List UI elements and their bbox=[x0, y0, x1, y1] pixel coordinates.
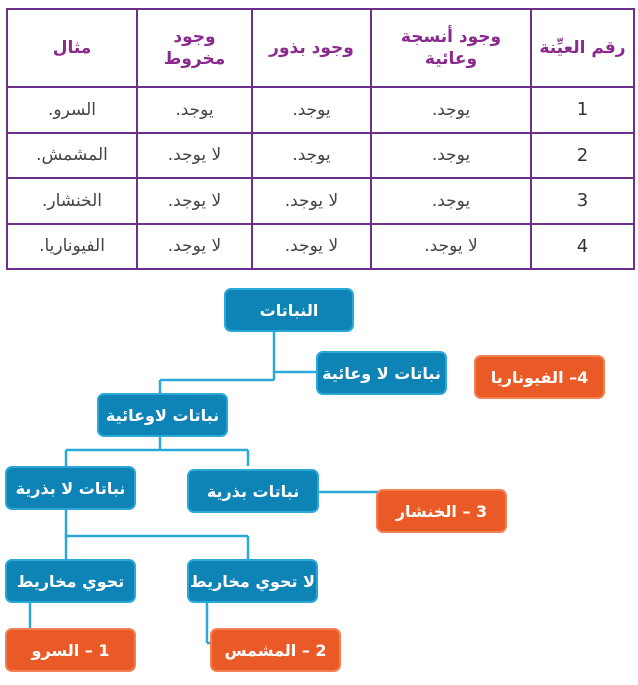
node-example-3: 3 – الخنشار bbox=[376, 489, 507, 533]
table-cell: لا يوجد. bbox=[252, 178, 371, 224]
table-cell: يوجد. bbox=[252, 87, 371, 133]
header-seeds: وجود بذور bbox=[252, 9, 371, 87]
node-no-cones: لا تحوي مخاريط bbox=[187, 559, 318, 603]
table-cell: المشمش. bbox=[7, 133, 137, 179]
table-cell: لا يوجد. bbox=[137, 133, 252, 179]
header-cones: وجود مخروط bbox=[137, 9, 252, 87]
table-cell: يوجد. bbox=[371, 87, 531, 133]
table-cell: لا يوجد. bbox=[252, 224, 371, 270]
table-cell: السرو. bbox=[7, 87, 137, 133]
table-cell: لا يوجد. bbox=[137, 178, 252, 224]
table-cell: 4 bbox=[531, 224, 634, 270]
table-cell: الفيوناريا. bbox=[7, 224, 137, 270]
node-vascular-plants: نباتات لاوعائية bbox=[97, 393, 228, 437]
node-nonvascular-plants: نباتات لا وعائية bbox=[316, 351, 447, 395]
table-row bbox=[7, 224, 634, 270]
table-cell: 3 bbox=[531, 178, 634, 224]
table-header-row bbox=[7, 9, 634, 87]
table-row bbox=[7, 133, 634, 179]
header-vascular-tissue: وجود أنسجة وعائية bbox=[371, 9, 531, 87]
table-cell: الخنشار. bbox=[7, 178, 137, 224]
node-nonseed-plants: نباتات لا بذرية bbox=[5, 466, 136, 510]
table-cell: 2 bbox=[531, 133, 634, 179]
table-row bbox=[7, 178, 634, 224]
table-cell: يوجد. bbox=[371, 178, 531, 224]
table-cell: يوجد. bbox=[137, 87, 252, 133]
table-cell: يوجد. bbox=[252, 133, 371, 179]
node-example-1: 1 – السرو bbox=[5, 628, 136, 672]
table-cell: لا يوجد. bbox=[371, 224, 531, 270]
table-cell: يوجد. bbox=[371, 133, 531, 179]
header-example: مثال bbox=[7, 9, 137, 87]
table-cell: 1 bbox=[531, 87, 634, 133]
node-seed-plants: نباتات بذرية bbox=[187, 469, 319, 513]
node-example-2: 2 – المشمس bbox=[210, 628, 341, 672]
classification-table bbox=[6, 8, 635, 270]
table-row bbox=[7, 87, 634, 133]
node-has-cones: تحوي مخاريط bbox=[5, 559, 136, 603]
node-example-4: 4– الفيوناريا bbox=[474, 355, 605, 399]
node-plants: النباتات bbox=[224, 288, 354, 332]
table-cell: لا يوجد. bbox=[137, 224, 252, 270]
header-sample-number: رقم العيِّنة bbox=[531, 9, 634, 87]
